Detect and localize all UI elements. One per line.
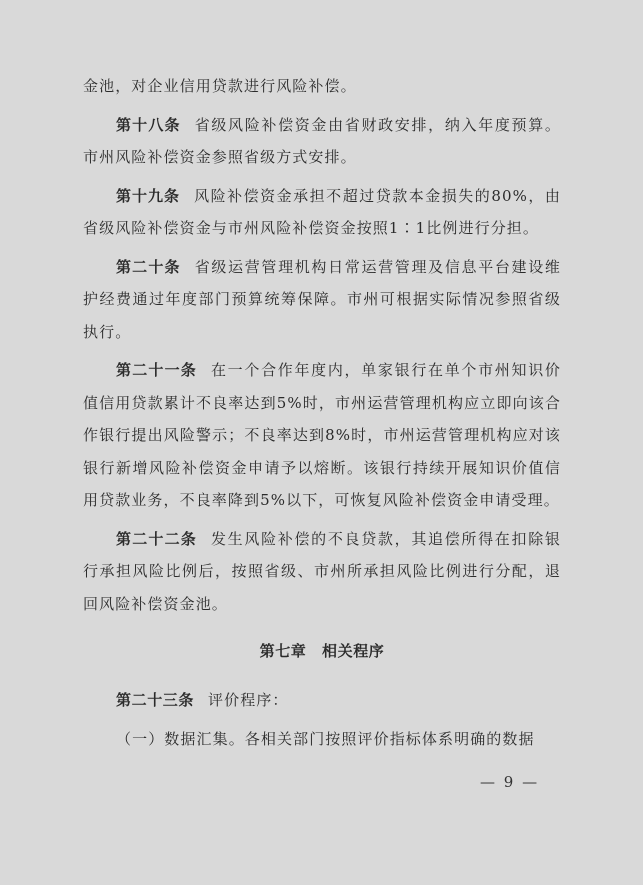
- article-text: 发生风险补偿的不良贷款，其追偿所得在扣除银行承担风险比例后，按照省级、市州所承担风险比例进行分配，退回风险补偿资金池。: [83, 529, 561, 613]
- article-21: [83, 354, 561, 517]
- article-19: [83, 180, 561, 245]
- article-number: 第十八条: [116, 115, 181, 134]
- article-23-item-1: （一）数据汇集。各相关部门按照评价指标体系明确的数据: [116, 729, 535, 748]
- article-20: [83, 251, 561, 349]
- article-text: 评价程序：: [208, 691, 289, 709]
- document-body: [83, 70, 561, 761]
- article-text: 省级风险补偿资金由省财政安排，纳入年度预算。市州风险补偿资金参照省级方式安排。: [83, 115, 561, 166]
- article-22: [83, 523, 561, 621]
- page-number: — 9 —: [480, 773, 540, 791]
- chapter-heading: 第七章 相关程序: [259, 642, 385, 660]
- article-23: [83, 684, 561, 717]
- article-number: 第二十二条: [116, 529, 197, 548]
- article-number: 第十九条: [116, 186, 181, 205]
- article-number: 第二十一条: [116, 361, 197, 379]
- article-text: 省级运营管理机构日常运营管理及信息平台建设维护经费通过年度部门预算统筹保障。市州可根据实际情况参照省级执行。: [83, 257, 561, 341]
- article-number: 第二十条: [116, 257, 181, 276]
- paragraph-continuation: 金池，对企业信用贷款进行风险补偿。: [83, 77, 357, 95]
- article-number: 第二十三条: [116, 691, 195, 709]
- article-18: [83, 109, 561, 174]
- article-text: 在一个合作年度内，单家银行在单个市州知识价值信用贷款累计不良率达到5%时，市州运营管理机构应立即向该合作银行提出风险警示；不良率达到8%时，市州运营管理机构应对该银行新增风险补偿资金申请予以熔断。该银行持续开展知识价值信用贷款业务，不良率降到5%以下，可恢复风险补偿资金申请受理。: [83, 361, 561, 509]
- article-text: 风险补偿资金承担不超过贷款本金损失的80%，由省级风险补偿资金与市州风险补偿资金按照1∶1比例进行分担。: [83, 186, 561, 237]
